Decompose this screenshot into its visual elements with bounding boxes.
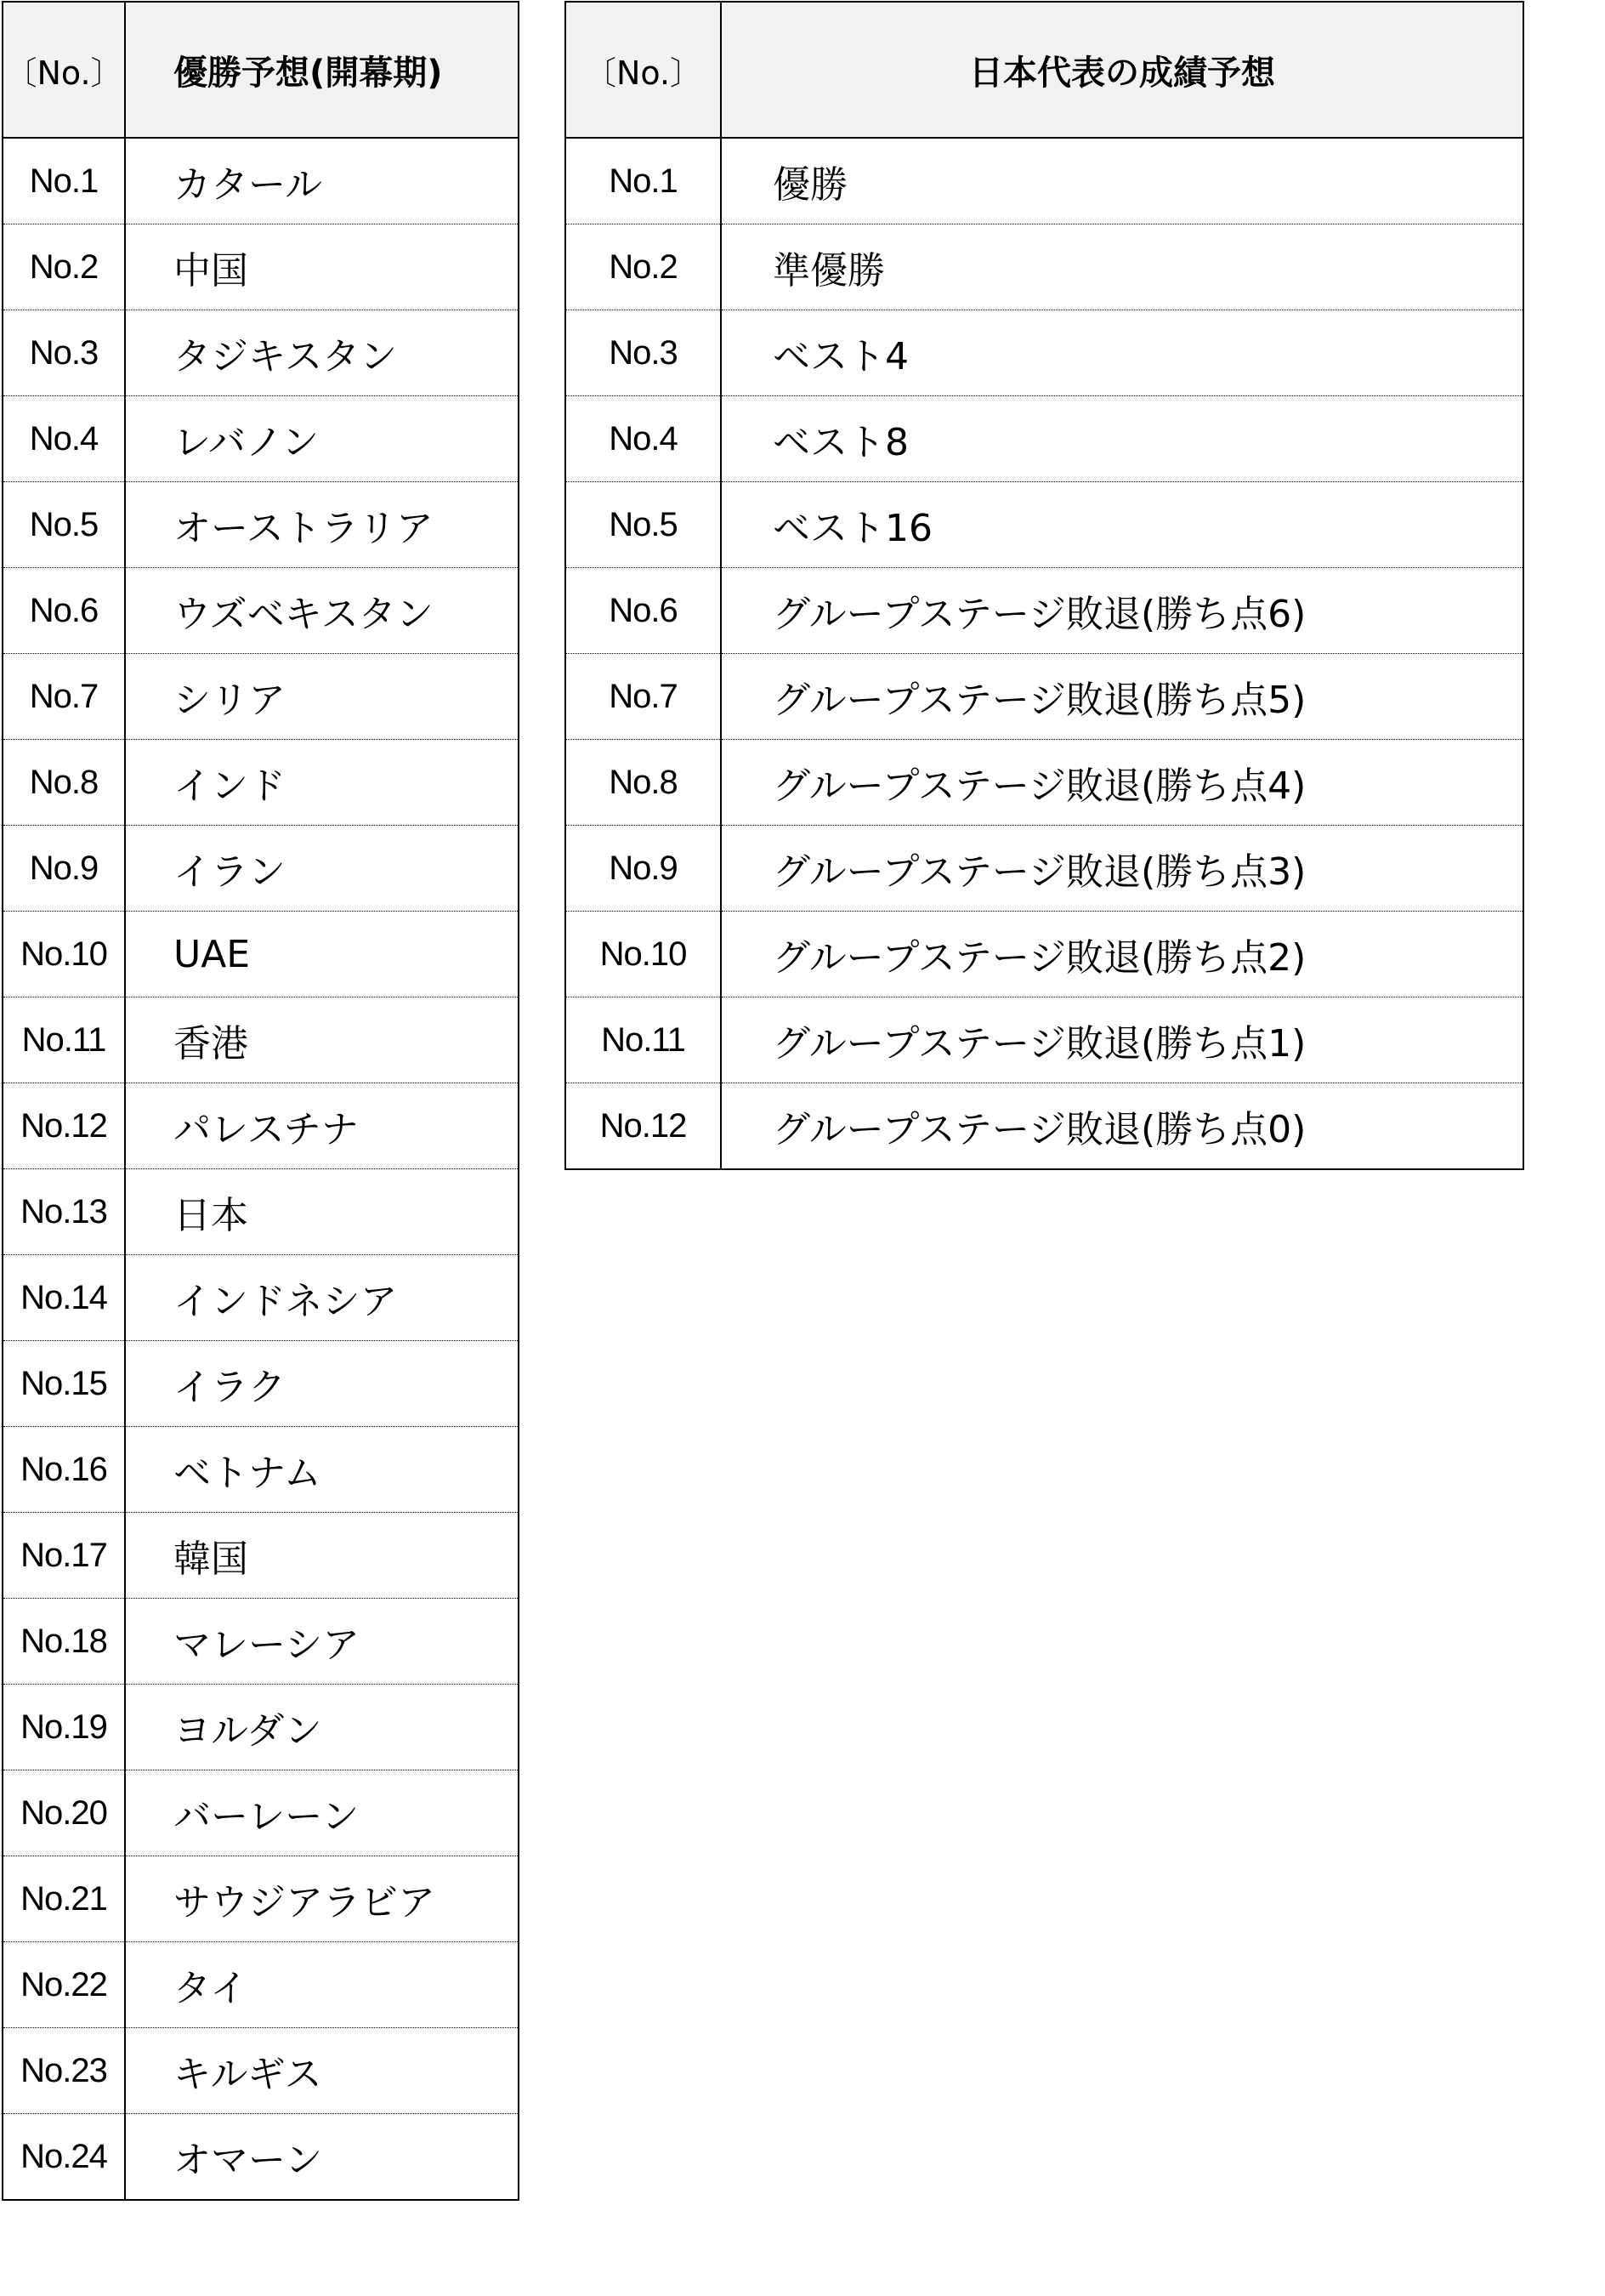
- team-row: [3, 740, 519, 826]
- team-row: [3, 1341, 519, 1427]
- row-label: シリア: [125, 654, 519, 740]
- row-label: ヨルダン: [125, 1685, 519, 1770]
- row-number: No.14: [3, 1255, 125, 1341]
- team-row: [3, 2114, 519, 2201]
- team-row: [3, 997, 519, 1083]
- row-label: イラク: [125, 1341, 519, 1427]
- team-row: [3, 1856, 519, 1942]
- row-number: No.17: [3, 1513, 125, 1599]
- row-number: No.22: [3, 1942, 125, 2028]
- row-number: No.1: [3, 138, 125, 224]
- row-number: No.10: [3, 912, 125, 997]
- team-row: [3, 1942, 519, 2028]
- row-label: オマーン: [125, 2114, 519, 2201]
- team-row: [3, 1770, 519, 1856]
- row-number: No.21: [3, 1856, 125, 1942]
- result-row: [565, 654, 1523, 740]
- table-header-row: [565, 2, 1523, 138]
- team-row: [3, 224, 519, 310]
- row-label: パレスチナ: [125, 1083, 519, 1169]
- team-row: [3, 138, 519, 224]
- row-number: No.9: [3, 826, 125, 912]
- row-number: No.2: [3, 224, 125, 310]
- result-row: [565, 997, 1523, 1083]
- result-row: [565, 224, 1523, 310]
- table-header-row: [3, 2, 519, 138]
- row-number: No.8: [3, 740, 125, 826]
- team-row: [3, 1599, 519, 1685]
- team-row: [3, 912, 519, 997]
- row-number: No.20: [3, 1770, 125, 1856]
- team-row: [3, 1169, 519, 1255]
- column-header-title: 優勝予想(開幕期): [125, 2, 519, 138]
- team-row: [3, 1513, 519, 1599]
- row-label: ベトナム: [125, 1427, 519, 1513]
- row-number: No.2: [565, 224, 721, 310]
- team-row: [3, 1083, 519, 1169]
- team-row: [3, 310, 519, 396]
- row-number: No.10: [565, 912, 721, 997]
- row-number: No.23: [3, 2028, 125, 2114]
- column-header-title: 日本代表の成績予想: [721, 2, 1523, 138]
- row-label: グループステージ敗退(勝ち点2): [721, 912, 1523, 997]
- row-number: No.6: [3, 568, 125, 654]
- result-row: [565, 310, 1523, 396]
- row-label: キルギス: [125, 2028, 519, 2114]
- row-label: インド: [125, 740, 519, 826]
- row-number: No.15: [3, 1341, 125, 1427]
- row-number: No.8: [565, 740, 721, 826]
- row-label: グループステージ敗退(勝ち点1): [721, 997, 1523, 1083]
- row-label: レバノン: [125, 396, 519, 482]
- row-label: UAE: [125, 912, 519, 997]
- row-number: No.19: [3, 1685, 125, 1770]
- column-header-no: 〔No.〕: [3, 2, 125, 138]
- row-label: タジキスタン: [125, 310, 519, 396]
- row-number: No.12: [565, 1083, 721, 1170]
- row-label: 優勝: [721, 138, 1523, 224]
- row-number: No.3: [3, 310, 125, 396]
- result-row: [565, 138, 1523, 224]
- team-row: [3, 396, 519, 482]
- row-label: タイ: [125, 1942, 519, 2028]
- result-row: [565, 396, 1523, 482]
- row-number: No.3: [565, 310, 721, 396]
- row-number: No.1: [565, 138, 721, 224]
- row-label: 日本: [125, 1169, 519, 1255]
- row-number: No.7: [3, 654, 125, 740]
- row-number: No.11: [3, 997, 125, 1083]
- row-number: No.5: [565, 482, 721, 568]
- result-row: [565, 568, 1523, 654]
- team-row: [3, 1255, 519, 1341]
- team-row: [3, 1685, 519, 1770]
- row-label: マレーシア: [125, 1599, 519, 1685]
- row-number: No.11: [565, 997, 721, 1083]
- row-label: 香港: [125, 997, 519, 1083]
- column-header-no: 〔No.〕: [565, 2, 721, 138]
- row-label: ウズベキスタン: [125, 568, 519, 654]
- row-number: No.12: [3, 1083, 125, 1169]
- row-label: カタール: [125, 138, 519, 224]
- row-label: ベスト4: [721, 310, 1523, 396]
- row-label: オーストラリア: [125, 482, 519, 568]
- row-label: グループステージ敗退(勝ち点3): [721, 826, 1523, 912]
- row-number: No.4: [3, 396, 125, 482]
- row-number: No.18: [3, 1599, 125, 1685]
- team-row: [3, 1427, 519, 1513]
- row-number: No.13: [3, 1169, 125, 1255]
- row-number: No.4: [565, 396, 721, 482]
- row-label: サウジアラビア: [125, 1856, 519, 1942]
- row-label: イラン: [125, 826, 519, 912]
- team-row: [3, 568, 519, 654]
- result-row: [565, 482, 1523, 568]
- row-label: 準優勝: [721, 224, 1523, 310]
- row-label: バーレーン: [125, 1770, 519, 1856]
- row-number: No.6: [565, 568, 721, 654]
- row-number: No.7: [565, 654, 721, 740]
- row-number: No.24: [3, 2114, 125, 2201]
- row-number: No.16: [3, 1427, 125, 1513]
- team-row: [3, 826, 519, 912]
- result-row: [565, 912, 1523, 997]
- japan-result-prediction-table: [564, 1, 1524, 1170]
- row-label: グループステージ敗退(勝ち点5): [721, 654, 1523, 740]
- row-label: インドネシア: [125, 1255, 519, 1341]
- team-row: [3, 654, 519, 740]
- row-label: ベスト16: [721, 482, 1523, 568]
- result-row: [565, 1083, 1523, 1170]
- row-label: グループステージ敗退(勝ち点0): [721, 1083, 1523, 1170]
- row-label: グループステージ敗退(勝ち点6): [721, 568, 1523, 654]
- row-label: 韓国: [125, 1513, 519, 1599]
- row-number: No.9: [565, 826, 721, 912]
- result-row: [565, 740, 1523, 826]
- row-label: 中国: [125, 224, 519, 310]
- row-label: グループステージ敗退(勝ち点4): [721, 740, 1523, 826]
- row-number: No.5: [3, 482, 125, 568]
- row-label: ベスト8: [721, 396, 1523, 482]
- team-row: [3, 2028, 519, 2114]
- team-row: [3, 482, 519, 568]
- championship-prediction-table: [2, 1, 519, 2201]
- result-row: [565, 826, 1523, 912]
